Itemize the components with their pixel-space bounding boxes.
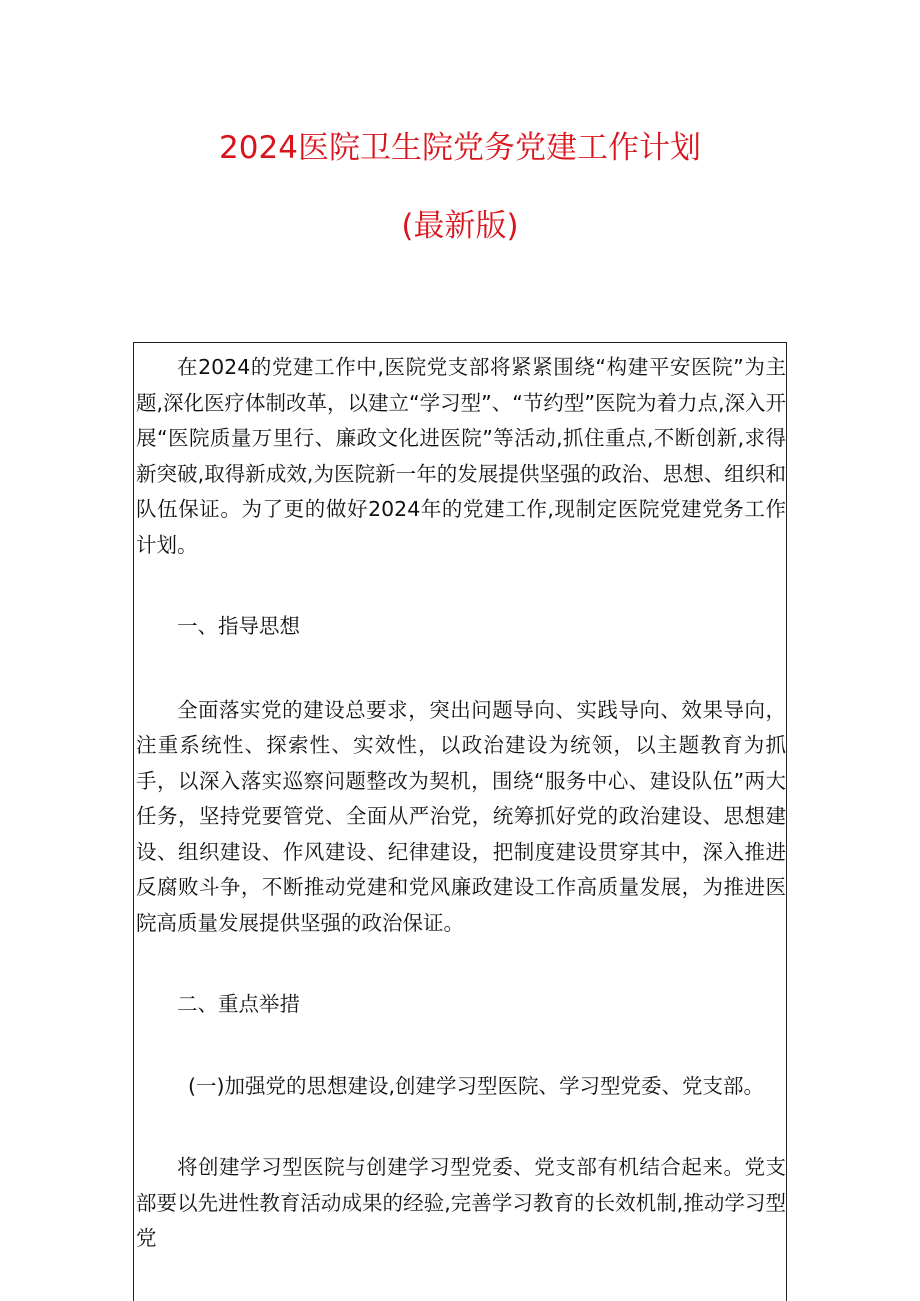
ideological-building-paragraph: 将创建学习型医院与创建学习型党委、党支部有机结合起来。党支部要以先进性教育活动成果的经验,完善学习教育的长效机制,推动学习型党 bbox=[136, 1155, 786, 1250]
subsection-heading-ideological-building: (一)加强党的思想建设,创建学习型医院、学习型党委、党支部。 bbox=[188, 1073, 765, 1098]
guiding-thought-paragraph: 全面落实党的建设总要求，突出问题导向、实践导向、效果导向，注重系统性、探索性、实效性，以政治建设为统领，以主题教育为抓手，以深入落实巡察问题整改为契机，围绕“服务中心、建设队伍”两大任务，坚持党要管党、全面从严治党，统筹抓好党的政治建设、思想建设、组织建设、作风建设、纪律建设，把制度建设贯穿其中，深入推进反腐败斗争，不断推动党建和党风廉政建设工作高质量发展，为推进医院高质量发展提供坚强的政治保证。 bbox=[136, 697, 786, 935]
document-title: 2024医院卫生院党务党建工作计划 bbox=[219, 130, 701, 166]
intro-paragraph: 在2024的党建工作中,医院党支部将紧紧围绕“构建平安医院”为主题,深化医疗体制改革，以建立“学习型”、“节约型”医院为着力点,深入开展“医院质量万里行、廉政文化进医院”等活动,抓住重点,不断创新,求得新突破,取得新成效,为医院新一年的发展提供坚强的政治、思想、组织和队伍保证。为了更的做好2024年的党建工作,现制定医院党建党务工作计划。 bbox=[136, 355, 787, 557]
document-body bbox=[136, 350, 786, 1257]
section-heading-key-measures: 二、重点举措 bbox=[177, 992, 300, 1016]
document-subtitle: (最新版) bbox=[401, 208, 519, 244]
section-heading-guiding-thought: 一、指导思想 bbox=[177, 614, 300, 638]
